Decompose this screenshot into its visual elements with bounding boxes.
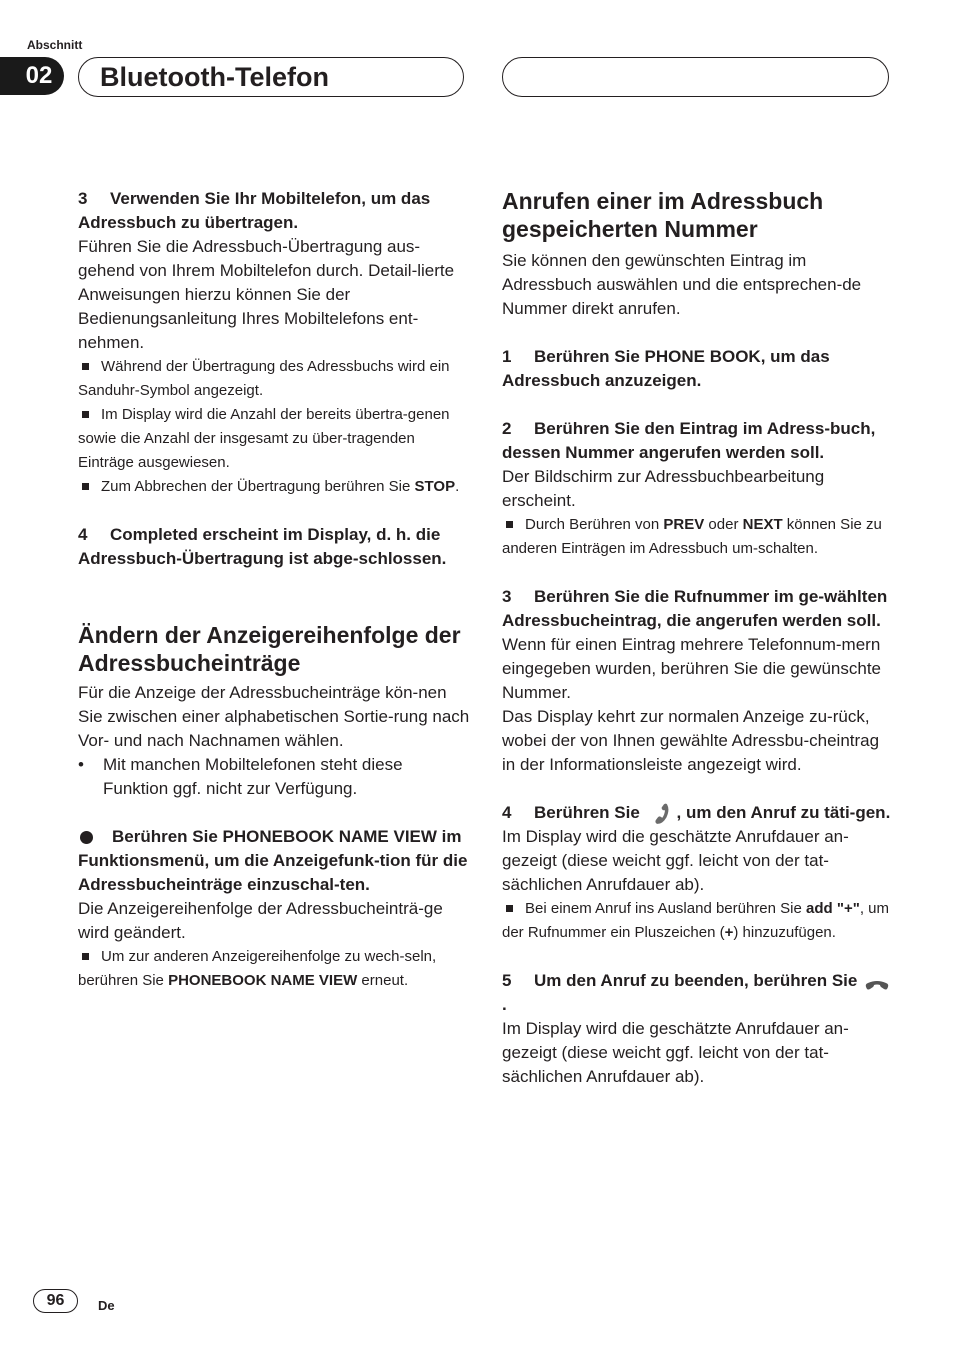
section-label: Abschnitt <box>27 38 83 52</box>
phone-call-icon <box>649 803 673 825</box>
note-square-icon <box>82 483 89 490</box>
section-heading-order: Ändern der Anzeigereihenfolge der Adressbucheinträge <box>78 622 461 676</box>
note-square-icon <box>82 953 89 960</box>
note-square-icon <box>82 363 89 370</box>
page-number: 96 <box>33 1289 78 1313</box>
step-5-heading: 5 Um den Anruf zu beenden, berühren Sie . <box>502 969 894 1017</box>
note-add-plus: Bei einem Anruf ins Ausland berühren Sie add "+", um der Rufnummer ein Pluszeichen (+) hinzuzufügen. <box>502 900 890 941</box>
bullet-dot-icon <box>80 831 93 844</box>
step-3-heading: 3 Verwenden Sie Ihr Mobiltelefon, um das Adressbuch zu übertragen. <box>78 189 431 232</box>
header-empty-frame <box>502 57 889 97</box>
note-name-view: Um zur anderen Anzeigereihenfolge zu wech-seln, berühren Sie PHONEBOOK NAME VIEW erneut. <box>78 948 437 989</box>
step-4-heading: 4 Berühren Sie , um den Anruf zu täti-gen. <box>502 801 894 825</box>
page-title: Bluetooth-Telefon <box>100 62 329 92</box>
step-4-body: Im Display wird die geschätzte Anrufdauer an-gezeigt (diese weicht ggf. leicht von der tat-sächlichen Anrufdauer ab). <box>502 827 849 894</box>
left-column <box>78 187 470 993</box>
note-square-icon <box>82 411 89 418</box>
step-3-body-1: Wenn für einen Eintrag mehrere Telefonnum-mern eingegeben wurden, berühren Sie die gewünschte Nummer. <box>502 635 881 702</box>
note-square-icon <box>506 905 513 912</box>
note-prev-next: Durch Berühren von PREV oder NEXT können Sie zu anderen Einträgen im Adressbuch um-schalten. <box>502 516 882 557</box>
dot-step-heading: Berühren Sie PHONEBOOK NAME VIEW im Funktionsmenü, um die Anzeigefunk-tion für die Adressbucheinträge einzuschal-ten. <box>78 827 468 894</box>
step-1-heading: 1 Berühren Sie PHONE BOOK, um das Adressbuch anzuzeigen. <box>502 347 830 390</box>
step-4-heading: 4 Completed erscheint im Display, d. h. die Adressbuch-Übertragung ist abge-schlossen. <box>78 525 447 568</box>
step-2-heading: 2 Berühren Sie den Eintrag im Adress-buch, dessen Nummer angerufen werden soll. <box>502 419 876 462</box>
dot-step-body: Die Anzeigereihenfolge der Adressbucheinträ-ge wird geändert. <box>78 899 443 942</box>
order-intro: Für die Anzeige der Adressbucheinträge kön-nen Sie zwischen einer alphabetischen Sortie-rung nach Vor- und nach Nachnamen wählen. <box>78 683 470 750</box>
step-2-body: Der Bildschirm zur Adressbuchbearbeitung erscheint. <box>502 467 825 510</box>
note-stop: Zum Abbrechen der Übertragung berühren Sie STOP. <box>78 475 470 499</box>
section-heading-call: Anrufen einer im Adressbuch gespeicherten Nummer <box>502 188 824 242</box>
step-3-body-2: Das Display kehrt zur normalen Anzeige zu-rück, wobei der von Ihnen gewählte Adressbu-cheintrag in der Informationsleiste angezeigt wird. <box>502 707 880 774</box>
phone-end-icon <box>864 975 890 989</box>
section-number: 02 <box>0 57 64 95</box>
step-3-heading: 3 Berühren Sie die Rufnummer im ge-wählten Adressbucheintrag, die angerufen werden soll. <box>502 587 888 630</box>
note-square-icon <box>506 521 513 528</box>
step-5-body: Im Display wird die geschätzte Anrufdauer an-gezeigt (diese weicht ggf. leicht von der tat-sächlichen Anrufdauer ab). <box>502 1019 849 1086</box>
call-intro: Sie können den gewünschten Eintrag im Adressbuch auswählen und die entsprechen-de Nummer direkt anrufen. <box>502 251 862 318</box>
language-code: De <box>98 1298 115 1313</box>
note-count: Im Display wird die Anzahl der bereits übertra-genen sowie die Anzahl der insgesamt zu über-tragenden Einträge ausgewiesen. <box>78 406 450 471</box>
right-column <box>502 187 894 1089</box>
bullet-item: • Mit manchen Mobiltelefonen steht diese Funktion ggf. nicht zur Verfügung. <box>78 755 403 798</box>
note-hourglass: Während der Übertragung des Adressbuchs wird ein Sanduhr-Symbol angezeigt. <box>78 358 450 399</box>
step-3-body: Führen Sie die Adressbuch-Übertragung aus-gehend von Ihrem Mobiltelefon durch. Detail-lierte Anweisungen hierzu können Sie der Bedienungsanleitung Ihres Mobiltelefons ent-nehmen. <box>78 237 455 352</box>
